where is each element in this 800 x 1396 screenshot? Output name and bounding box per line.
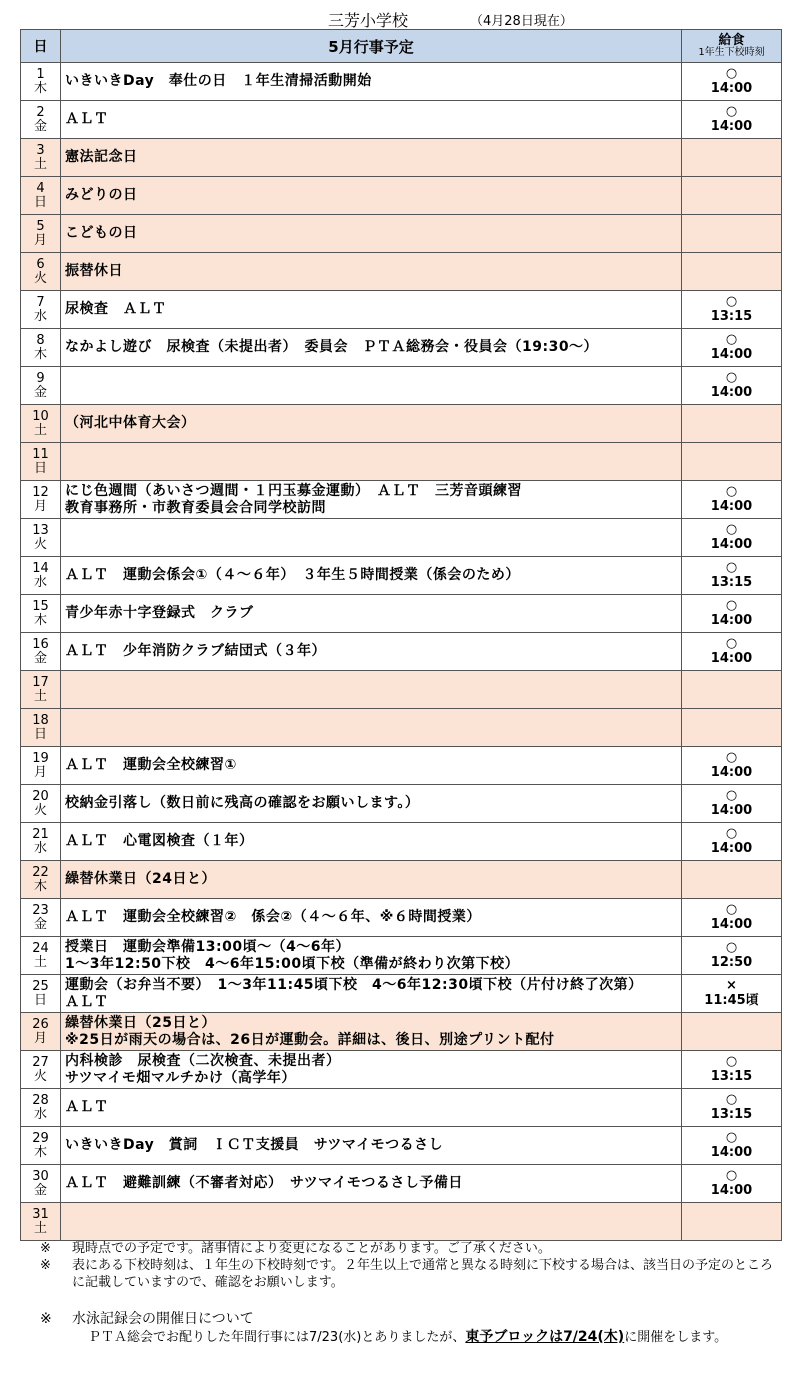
swim-meet-title-text: 水泳記録会の開催日について [72,1311,254,1327]
meal-mark: ○ [725,66,738,82]
note-1-text: 現時点での予定です。諸事情により変更になることがあります。ご了承ください。 [72,1241,551,1256]
day-number: 14 [32,560,49,576]
meal-cell [682,253,782,291]
schedule-row [21,633,782,671]
dismissal-time: 12:50 [710,954,753,970]
event-cell [61,633,682,671]
meal-cell [682,937,782,975]
day-weekday: 水 [33,1106,47,1122]
day-weekday: 金 [33,384,47,400]
header-meal [682,30,782,63]
meal-cell [682,177,782,215]
day-weekday: 木 [33,612,47,628]
event-line: ＡＬＴ [65,1099,109,1116]
day-number: 7 [36,294,45,310]
meal-mark: × [726,978,737,994]
dismissal-time: 11:45頃 [704,992,759,1008]
event-cell [61,1127,682,1165]
day-cell [21,1203,61,1241]
schedule-row [21,1013,782,1051]
event-cell [61,709,682,747]
meal-mark: ○ [725,1130,738,1146]
day-number: 19 [32,750,49,766]
schedule-row [21,1165,782,1203]
swim-meet-body-pre: ＰＴＡ総会でお配りした年間行事には7/23(水)とありましたが、 [88,1330,466,1345]
day-weekday: 日 [33,992,47,1008]
day-cell [21,1127,61,1165]
schedule-row [21,899,782,937]
meal-mark: ○ [725,370,738,386]
meal-cell [682,823,782,861]
day-weekday: 木 [33,878,47,894]
dismissal-time: 14:00 [710,498,753,514]
day-weekday: 土 [33,156,47,172]
meal-mark: ○ [725,940,738,956]
schedule-row [21,63,782,101]
schedule-row [21,1089,782,1127]
dismissal-time: 13:15 [710,1106,753,1122]
day-cell [21,481,61,519]
event-cell [61,1051,682,1089]
day-number: 15 [32,598,49,614]
meal-cell [682,63,782,101]
day-number: 22 [32,864,49,880]
day-number: 8 [36,332,45,348]
dismissal-time: 14:00 [710,764,753,780]
day-weekday: 火 [33,270,47,286]
event-cell [61,481,682,519]
day-weekday: 木 [33,1144,47,1160]
meal-mark: ○ [725,788,738,804]
event-line: ＡＬＴ 運動会全校練習① [65,757,237,774]
event-cell [61,595,682,633]
day-cell [21,899,61,937]
event-line: サツマイモ畑マルチかけ（高学年） [65,1069,296,1086]
event-line: 振替休日 [65,263,123,280]
document-header [0,6,800,28]
day-number: 26 [32,1016,49,1032]
event-cell [61,975,682,1013]
schedule-row [21,747,782,785]
schedule-row [21,823,782,861]
event-line: 尿検査 ＡＬＴ [65,301,167,318]
day-cell [21,329,61,367]
event-cell [61,861,682,899]
dismissal-time: 14:00 [710,1182,753,1198]
schedule-table [20,29,782,1241]
meal-cell [682,1127,782,1165]
dismissal-time: 14:00 [710,384,753,400]
day-weekday: 日 [33,460,47,476]
meal-cell [682,975,782,1013]
as-of-date: （4月28日現在） [470,14,573,29]
header-events: 5月行事予定 [61,30,682,63]
day-cell [21,101,61,139]
day-weekday: 月 [33,232,47,248]
event-line: ＡＬＴ 運動会全校練習② 係会②（４～６年、※６時間授業） [65,909,481,926]
day-weekday: 月 [33,498,47,514]
event-cell [61,253,682,291]
meal-cell [682,1203,782,1241]
event-line: ※25日が雨天の場合は、26日が運動会。詳細は、後日、別途プリント配付 [65,1031,555,1048]
dismissal-time: 14:00 [710,802,753,818]
day-weekday: 金 [33,650,47,666]
event-cell [61,443,682,481]
day-number: 17 [32,674,49,690]
meal-cell [682,481,782,519]
event-cell [61,101,682,139]
schedule-row [21,291,782,329]
meal-cell [682,633,782,671]
header-meal-sublabel: 1年生下校時刻 [698,46,765,58]
schedule-row [21,443,782,481]
day-number: 30 [32,1168,49,1184]
schedule-row [21,329,782,367]
day-number: 28 [32,1092,49,1108]
schedule-row [21,177,782,215]
schedule-row [21,405,782,443]
event-cell [61,63,682,101]
day-weekday: 土 [33,422,47,438]
event-cell [61,215,682,253]
event-line: 青少年赤十字登録式 クラブ [65,605,254,622]
event-line: ＡＬＴ 運動会係会①（４～６年） ３年生５時間授業（係会のため） [65,567,520,584]
event-cell [61,785,682,823]
event-line: ＡＬＴ 少年消防クラブ結団式（３年） [65,643,326,660]
day-weekday: 水 [33,574,47,590]
schedule-row [21,253,782,291]
event-line: 憲法記念日 [65,149,138,166]
school-name: 三芳小学校 [328,11,409,30]
day-cell [21,63,61,101]
event-line: ＡＬＴ [65,111,109,128]
meal-cell [682,861,782,899]
meal-mark: ○ [725,1168,738,1184]
day-number: 31 [32,1206,49,1222]
day-weekday: 土 [33,954,47,970]
meal-cell [682,101,782,139]
event-cell [61,899,682,937]
day-number: 18 [32,712,49,728]
schedule-row [21,367,782,405]
day-number: 20 [32,788,49,804]
dismissal-time: 14:00 [710,840,753,856]
day-weekday: 金 [33,916,47,932]
meal-cell [682,1165,782,1203]
swim-meet-notice [40,1310,780,1347]
dismissal-time: 13:15 [710,574,753,590]
day-number: 23 [32,902,49,918]
meal-cell [682,139,782,177]
meal-cell [682,215,782,253]
day-number: 2 [36,104,45,120]
meal-mark: ○ [725,294,738,310]
day-cell [21,177,61,215]
meal-cell [682,595,782,633]
meal-mark: ○ [725,826,738,842]
meal-cell [682,291,782,329]
note-2 [40,1257,780,1291]
day-cell [21,519,61,557]
event-cell [61,937,682,975]
day-cell [21,139,61,177]
event-cell [61,747,682,785]
swim-meet-title [40,1310,780,1328]
meal-cell [682,709,782,747]
schedule-row [21,1051,782,1089]
event-cell [61,519,682,557]
note-mark: ※ [40,1241,51,1256]
event-cell [61,329,682,367]
notes-section [40,1240,780,1291]
meal-mark: ○ [725,332,738,348]
meal-cell [682,785,782,823]
note-2-text: 表にある下校時刻は、１年生の下校時刻です。２年生以上で通常と異なる時刻に下校する場合は、該当日の予定のところに記載していますので、確認をお願いします。 [72,1258,773,1290]
day-weekday: 水 [33,840,47,856]
meal-cell [682,329,782,367]
day-number: 12 [32,484,49,500]
event-line: 授業日 運動会準備13:00頃～（4～6年） [65,938,351,955]
day-cell [21,709,61,747]
meal-cell [682,443,782,481]
note-1 [40,1240,780,1257]
meal-mark: ○ [725,104,738,120]
meal-mark: ○ [725,902,738,918]
day-weekday: 木 [33,346,47,362]
day-cell [21,937,61,975]
meal-mark: ○ [725,598,738,614]
meal-cell [682,557,782,595]
day-number: 27 [32,1054,49,1070]
schedule-row [21,215,782,253]
event-cell [61,557,682,595]
meal-cell [682,1013,782,1051]
day-number: 1 [36,66,45,82]
schedule-row [21,519,782,557]
swim-meet-body-post: に開催をします。 [624,1330,728,1345]
day-weekday: 日 [33,194,47,210]
meal-cell [682,1051,782,1089]
event-cell [61,1013,682,1051]
day-cell [21,1165,61,1203]
event-line: こどもの日 [65,225,138,242]
schedule-row [21,709,782,747]
table-header-row [21,30,782,63]
day-number: 3 [36,142,45,158]
day-weekday: 火 [33,536,47,552]
day-number: 4 [36,180,45,196]
event-line: いきいきDay 奉仕の日 １年生清掃活動開始 [65,73,372,90]
meal-cell [682,899,782,937]
note-mark: ※ [40,1258,51,1273]
day-number: 9 [36,370,45,386]
day-cell [21,633,61,671]
event-cell [61,367,682,405]
day-cell [21,367,61,405]
meal-mark: ○ [725,636,738,652]
event-cell [61,291,682,329]
day-weekday: 日 [33,726,47,742]
event-cell [61,177,682,215]
event-cell [61,1089,682,1127]
day-weekday: 土 [33,688,47,704]
meal-mark: ○ [725,560,738,576]
day-number: 11 [32,446,49,462]
schedule-row [21,481,782,519]
event-cell [61,405,682,443]
dismissal-time: 14:00 [710,80,753,96]
event-line: ＡＬＴ [65,993,109,1010]
schedule-row [21,671,782,709]
event-line: みどりの日 [65,187,138,204]
dismissal-time: 14:00 [710,118,753,134]
meal-mark: ○ [725,484,738,500]
day-number: 6 [36,256,45,272]
meal-mark: ○ [725,1054,738,1070]
day-cell [21,595,61,633]
day-weekday: 金 [33,1182,47,1198]
day-weekday: 土 [33,1220,47,1236]
day-cell [21,443,61,481]
day-cell [21,1013,61,1051]
schedule-row [21,1127,782,1165]
event-line: いきいきDay 賞詞 ＩＣＴ支援員 サツマイモつるさし [65,1137,444,1154]
day-cell [21,291,61,329]
meal-cell [682,405,782,443]
dismissal-time: 13:15 [710,1068,753,1084]
meal-cell [682,747,782,785]
schedule-row [21,139,782,177]
day-number: 16 [32,636,49,652]
schedule-row [21,1203,782,1241]
dismissal-time: 14:00 [710,916,753,932]
schedule-row [21,975,782,1013]
event-line: ＡＬＴ 心電図検査（１年） [65,833,254,850]
header-day: 日 [21,30,61,63]
day-number: 24 [32,940,49,956]
schedule-row [21,557,782,595]
meal-cell [682,367,782,405]
meal-mark: ○ [725,522,738,538]
dismissal-time: 14:00 [710,612,753,628]
day-cell [21,405,61,443]
dismissal-time: 14:00 [710,346,753,362]
day-weekday: 水 [33,308,47,324]
meal-cell [682,671,782,709]
day-weekday: 火 [33,1068,47,1084]
day-cell [21,975,61,1013]
dismissal-time: 14:00 [710,1144,753,1160]
day-cell [21,557,61,595]
day-number: 25 [32,978,49,994]
header-meal-label: 給食 [718,32,745,48]
dismissal-time: 14:00 [710,536,753,552]
event-line: 内科検診 尿検査（二次検査、未提出者） [65,1052,341,1069]
event-line: 教育事務所・市教育委員会合同学校訪問 [65,499,326,516]
day-weekday: 金 [33,118,47,134]
schedule-row [21,595,782,633]
event-cell [61,1165,682,1203]
day-cell [21,1089,61,1127]
event-cell [61,823,682,861]
note-mark: ※ [40,1311,52,1327]
schedule-row [21,785,782,823]
event-line: 繰替休業日（25日と） [65,1014,216,1031]
day-cell [21,823,61,861]
schedule-row [21,101,782,139]
day-weekday: 火 [33,802,47,818]
event-cell [61,1203,682,1241]
event-line: 繰替休業日（24日と） [65,871,216,888]
day-cell [21,215,61,253]
day-weekday: 木 [33,80,47,96]
event-line: 校納金引落し（数日前に残高の確認をお願いします。） [65,795,420,812]
event-line: 1～3年12:50下校 4～6年15:00頃下校（準備が終わり次第下校） [65,955,520,972]
dismissal-time: 13:15 [710,308,753,324]
event-line: なかよし遊び 尿検査（未提出者） 委員会 ＰＴＡ総務会・役員会（19:30～） [65,339,599,356]
day-weekday: 月 [33,1030,47,1046]
day-cell [21,785,61,823]
day-number: 5 [36,218,45,234]
day-cell [21,253,61,291]
meal-mark: ○ [725,1092,738,1108]
day-cell [21,861,61,899]
day-cell [21,1051,61,1089]
day-number: 29 [32,1130,49,1146]
swim-meet-body [40,1328,780,1347]
schedule-row [21,937,782,975]
day-number: 13 [32,522,49,538]
swim-meet-date-emphasis: 東予ブロックは7/24(木) [465,1329,625,1345]
dismissal-time: 14:00 [710,650,753,666]
day-cell [21,747,61,785]
meal-cell [682,1089,782,1127]
day-number: 21 [32,826,49,842]
meal-cell [682,519,782,557]
event-cell [61,671,682,709]
day-number: 10 [32,408,49,424]
event-cell [61,139,682,177]
schedule-row [21,861,782,899]
event-line: （河北中体育大会） [65,415,196,432]
event-line: 運動会（お弁当不要） 1～3年11:45頃下校 4～6年12:30頃下校（片付け終了次第） [65,976,643,993]
event-line: にじ色週間（あいさつ週間・１円玉募金運動） ＡＬＴ 三芳音頭練習 [65,482,522,499]
event-line: ＡＬＴ 避難訓練（不審者対応） サツマイモつるさし予備日 [65,1175,463,1192]
meal-mark: ○ [725,750,738,766]
day-cell [21,671,61,709]
day-weekday: 月 [33,764,47,780]
